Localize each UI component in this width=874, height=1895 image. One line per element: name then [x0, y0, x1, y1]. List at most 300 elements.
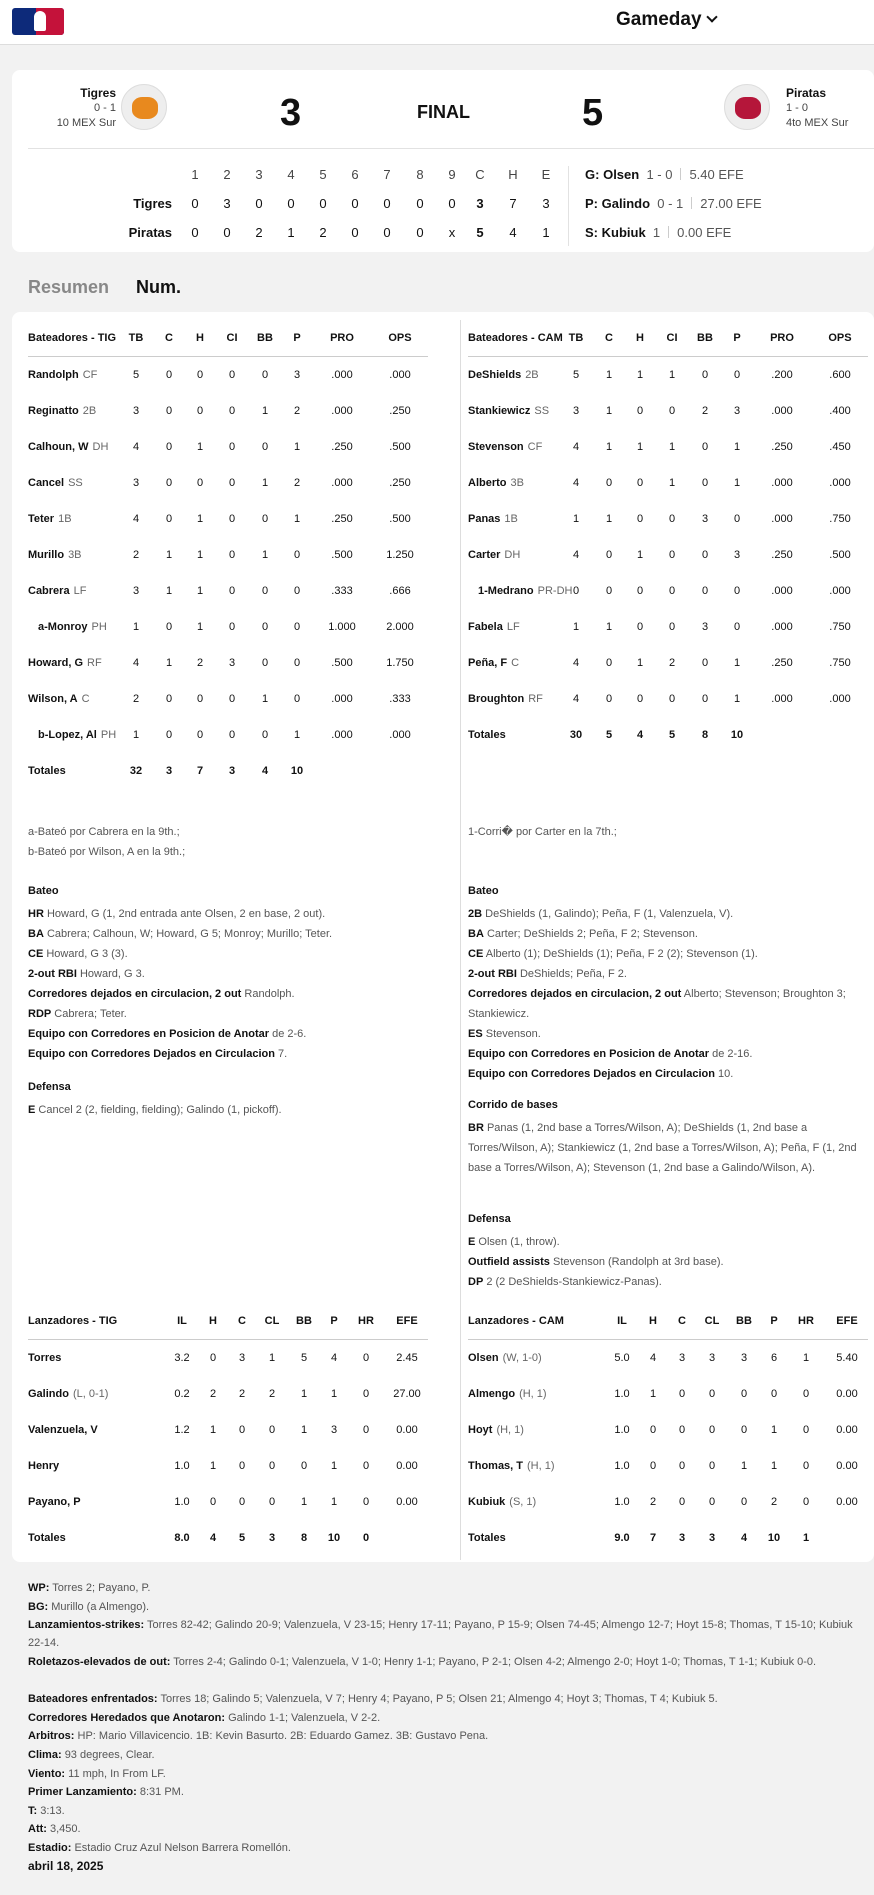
stat-cell: 1	[165, 549, 173, 561]
stat-cell: 1	[300, 1388, 308, 1400]
stat-cell: 2	[293, 477, 301, 489]
stat-cell: .250	[771, 441, 793, 453]
stat-cell: 0	[701, 657, 709, 669]
linescore-team[interactable]: Piratas	[128, 225, 172, 240]
section-title: Defensa	[468, 1213, 511, 1225]
info-line: Primer Lanzamiento: 8:31 PM.	[28, 1786, 184, 1799]
stat-cell: 0	[678, 1460, 686, 1472]
table-row[interactable]	[12, 621, 874, 637]
stat-cell: .500	[331, 549, 353, 561]
stat-cell: 0	[238, 1496, 246, 1508]
totals-cell: 4	[636, 729, 644, 741]
stat-cell: 1.0	[614, 1388, 630, 1400]
gameday-menu[interactable]	[616, 9, 716, 31]
table-row[interactable]	[12, 1352, 874, 1368]
stat-cell: 0	[165, 621, 173, 633]
stat-cell: .000	[829, 585, 851, 597]
stat-cell: 0	[261, 585, 269, 597]
stat-cell: 0	[668, 693, 676, 705]
stat-cell: 0	[362, 1496, 370, 1508]
stat-cell: 0	[740, 1424, 748, 1436]
player-name[interactable]: Carter DH	[468, 549, 521, 561]
batting-col-header: TB	[128, 332, 144, 344]
table-row[interactable]	[12, 405, 874, 421]
stat-cell: .750	[829, 657, 851, 669]
player-name[interactable]: Wilson, A C	[28, 693, 90, 705]
stat-cell: 0	[802, 1424, 810, 1436]
detail-line: Outfield assists Stevenson (Randolph at 3rd base).	[468, 1256, 724, 1268]
table-row[interactable]	[12, 1424, 874, 1440]
stat-cell: 0	[668, 405, 676, 417]
linescore-header-6: 6	[351, 167, 359, 182]
stat-cell: 1	[605, 369, 613, 381]
linescore-header-4: 4	[287, 167, 295, 182]
stat-cell: 0	[261, 513, 269, 525]
stat-cell: .400	[829, 405, 851, 417]
stat-cell: 3	[132, 585, 140, 597]
linescore-cell: 0	[191, 196, 199, 211]
stat-cell: 0	[196, 369, 204, 381]
player-name[interactable]: Cancel SS	[28, 477, 83, 489]
stat-cell: 0.00	[396, 1496, 418, 1508]
detail-line: Equipo con Corredores Dejados en Circulacion 10.	[468, 1068, 734, 1080]
divider	[568, 166, 569, 246]
stat-cell: 0	[165, 441, 173, 453]
stat-cell: .600	[829, 369, 851, 381]
header-rule	[468, 356, 868, 357]
stat-cell: 0	[636, 621, 644, 633]
stat-cell: .000	[331, 729, 353, 741]
batting-col-header: H	[196, 332, 204, 344]
home-team-record: 1 - 0	[786, 102, 809, 114]
pitching-col-header: BB	[736, 1315, 752, 1327]
linescore-header-H: H	[508, 167, 518, 182]
stat-cell: 0	[209, 1352, 217, 1364]
table-row[interactable]	[12, 1388, 874, 1404]
stat-cell: 0	[228, 621, 236, 633]
stat-cell: .000	[389, 729, 411, 741]
totals-cell: 4	[209, 1532, 217, 1544]
stat-cell: 0	[238, 1424, 246, 1436]
player-name[interactable]: Peña, F C	[468, 657, 520, 669]
pitcher-name[interactable]: Torres	[28, 1352, 62, 1364]
detail-line: 2B DeShields (1, Galindo); Peña, F (1, Valenzuela, V).	[468, 908, 734, 920]
pitching-col-header: C	[238, 1315, 246, 1327]
player-name[interactable]: Calhoun, W DH	[28, 441, 109, 453]
stat-cell: 0	[605, 549, 613, 561]
piratas-logo-icon[interactable]	[724, 84, 770, 130]
stat-cell: 1.250	[386, 549, 414, 561]
stat-cell: 1	[668, 441, 676, 453]
stat-cell: 1	[733, 657, 741, 669]
table-row[interactable]	[12, 549, 874, 565]
pitcher-name[interactable]: Thomas, T (H, 1)	[468, 1460, 555, 1472]
detail-line: Corredores dejados en circulacion, 2 out Alberto; Stevenson; Broughton 3; Stankiewicz.	[468, 988, 846, 1020]
stat-cell: 0	[701, 549, 709, 561]
stat-cell: 1	[572, 621, 580, 633]
stat-cell: 0	[708, 1424, 716, 1436]
totals-cell: 30	[569, 729, 583, 741]
stat-cell: 1	[733, 441, 741, 453]
stat-cell: 1	[196, 441, 204, 453]
info-line: Clima: 93 degrees, Clear.	[28, 1749, 155, 1761]
away-team-record: 0 - 1	[93, 102, 116, 114]
pitching-col-header: HR	[798, 1315, 814, 1327]
stat-cell: 0	[708, 1496, 716, 1508]
stat-cell: 0	[228, 441, 236, 453]
tab-resumen[interactable]: Resumen	[28, 277, 110, 297]
player-name[interactable]: a-Monroy PH	[38, 621, 107, 633]
pitcher-name[interactable]: Payano, P	[28, 1496, 81, 1508]
player-name[interactable]: Panas 1B	[468, 513, 518, 525]
column-divider	[460, 320, 461, 1560]
pitcher-name[interactable]: Olsen (W, 1-0)	[468, 1352, 542, 1364]
batting-col-header: TB	[568, 332, 584, 344]
stat-cell: 0	[196, 477, 204, 489]
stat-cell: 2.45	[396, 1352, 418, 1364]
detail-line: Equipo con Corredores en Posicion de Anotar de 2-16.	[468, 1048, 753, 1060]
linescore-cell: 0	[287, 196, 295, 211]
player-name[interactable]: Howard, G RF	[28, 657, 102, 669]
table-row[interactable]	[12, 513, 874, 529]
stat-cell: 1	[572, 513, 580, 525]
info-line: Lanzamientos-strikes: Torres 82-42; Galindo 20-9; Valenzuela, V 23-15; Henry 17-11; Payano, P 15-9; Olsen 74-45; Almengo 12-7; Hoyt 15-8; Thomas, T 15-10; Kubiuk 22-14.	[28, 1619, 853, 1650]
stat-cell: 2	[268, 1388, 276, 1400]
stat-cell: 2.000	[386, 621, 414, 633]
batting-col-header: CI	[666, 332, 678, 344]
player-name[interactable]: Stevenson CF	[468, 441, 543, 453]
linescore-team[interactable]: Tigres	[133, 196, 172, 211]
totals-cell: 4	[740, 1532, 748, 1544]
top-bar	[0, 0, 874, 45]
stat-cell: 1	[733, 477, 741, 489]
totals-cell: 8.0	[174, 1532, 190, 1544]
stat-cell: 5	[132, 369, 140, 381]
stat-cell: 1	[668, 477, 676, 489]
player-name[interactable]: b-Lopez, Al PH	[38, 729, 117, 741]
stat-cell: 0	[261, 621, 269, 633]
stat-cell: 1.0	[614, 1496, 630, 1508]
detail-line: BR Panas (1, 2nd base a Torres/Wilson, A); DeShields (1, 2nd base a Torres/Wilson, A); Stankiewicz (1, 2nd base a Torres/Wilson, A); Peña, F (1, 2nd base a Torres/Wilson, A); Stevenson (1, 2nd base a Galindo/Wilson, A).	[468, 1122, 857, 1174]
pitcher-name[interactable]: Hoyt (H, 1)	[468, 1424, 524, 1436]
table-row[interactable]	[12, 657, 874, 673]
info-line: Viento: 11 mph, In From LF.	[28, 1767, 166, 1780]
totals-cell: 10	[290, 765, 304, 777]
stat-cell: 3	[708, 1352, 716, 1364]
totals-cell: 10	[730, 729, 744, 741]
linescore-cell: 0	[416, 196, 424, 211]
linescore-cell: x	[448, 225, 456, 240]
stat-cell: 1	[196, 621, 204, 633]
player-name[interactable]: Murillo 3B	[28, 549, 82, 561]
player-name[interactable]: Randolph CF	[28, 369, 98, 381]
pitching-header	[12, 1315, 874, 1331]
info-line: Roletazos-elevados de out: Torres 2-4; Galindo 0-1; Valenzuela, V 1-0; Henry 1-1; Payano, P 2-1; Olsen 4-2; Almengo 2-0; Hoyt 1-0; Thomas, T 1-1; Kubiuk 0-0.	[28, 1656, 817, 1669]
stat-cell: 1	[636, 549, 644, 561]
stat-cell: 1.0	[174, 1496, 190, 1508]
stat-cell: 0	[701, 369, 709, 381]
info-line: BG: Murillo (a Almengo).	[28, 1600, 150, 1613]
stat-cell: .000	[771, 585, 793, 597]
stat-cell: 0	[261, 657, 269, 669]
stat-cell: 0	[228, 585, 236, 597]
pitcher-name[interactable]: Henry	[28, 1460, 60, 1472]
stat-cell: 0	[733, 369, 741, 381]
stat-cell: 0	[238, 1460, 246, 1472]
losing-pitcher[interactable]: P: Galindo 0 - 1 27.00 EFE	[585, 196, 762, 211]
game-info	[12, 1573, 874, 1873]
stat-cell: 0	[261, 729, 269, 741]
stat-cell: 1	[770, 1424, 778, 1436]
linescore-header-E: E	[541, 167, 551, 182]
batting-col-header: P	[293, 332, 301, 344]
table-row[interactable]	[12, 369, 874, 385]
table-row[interactable]	[12, 441, 874, 457]
pitching-col-header: CL	[264, 1315, 280, 1327]
stat-cell: 3	[733, 549, 741, 561]
chevron-down-icon	[706, 11, 717, 22]
table-row[interactable]	[12, 1496, 874, 1512]
stat-cell: .000	[771, 477, 793, 489]
box-score-card	[12, 312, 874, 1562]
stat-cell: 0	[649, 1460, 657, 1472]
detail-line: CE Howard, G 3 (3).	[28, 948, 128, 960]
stat-cell: 0	[268, 1496, 276, 1508]
stat-cell: 1	[300, 1496, 308, 1508]
stat-cell: 0	[708, 1460, 716, 1472]
stat-cell: 2	[132, 693, 140, 705]
stat-cell: 4	[132, 513, 140, 525]
stat-cell: 0	[165, 693, 173, 705]
game-date: abril 18, 2025	[28, 1858, 104, 1873]
batting-col-header: OPS	[828, 332, 852, 344]
table-row[interactable]	[12, 477, 874, 493]
stat-cell: 1	[636, 441, 644, 453]
stat-cell: 4	[572, 441, 580, 453]
stat-cell: 1	[733, 693, 741, 705]
stat-cell: 3	[293, 369, 301, 381]
pitching-col-header: BB	[296, 1315, 312, 1327]
stat-cell: 1	[293, 441, 301, 453]
stat-cell: 0	[668, 549, 676, 561]
linescore-cell: 0	[223, 225, 231, 240]
totals-cell: 7	[649, 1532, 657, 1544]
stat-cell: 1	[261, 405, 269, 417]
pitching-col-header: C	[678, 1315, 686, 1327]
stat-cell: .000	[771, 513, 793, 525]
stat-cell: 1	[330, 1496, 338, 1508]
stat-cell: 1	[605, 621, 613, 633]
totals-cell: 10	[327, 1532, 341, 1544]
pitcher-name[interactable]: Almengo (H, 1)	[468, 1388, 547, 1400]
detail-line: HR Howard, G (1, 2nd entrada ante Olsen, 2 en base, 2 out).	[28, 908, 326, 920]
detail-line: DP 2 (2 DeShields-Stankiewicz-Panas).	[468, 1276, 662, 1288]
batting-col-header: PRO	[770, 332, 794, 344]
stat-cell: 5	[572, 369, 580, 381]
header-rule	[468, 1339, 868, 1340]
header-rule	[28, 1339, 428, 1340]
stat-cell: 0	[362, 1424, 370, 1436]
stat-cell: 1	[636, 369, 644, 381]
batting-col-header: H	[636, 332, 644, 344]
stat-cell: 0	[228, 693, 236, 705]
linescore-cell: 2	[255, 225, 263, 240]
totals-cell: 0	[362, 1532, 370, 1544]
totals-row	[12, 765, 874, 781]
stat-cell: .500	[389, 513, 411, 525]
player-name[interactable]: Stankiewicz SS	[468, 405, 550, 417]
stat-cell: 1	[802, 1352, 810, 1364]
stat-cell: 3	[740, 1352, 748, 1364]
stat-cell: 0	[362, 1352, 370, 1364]
detail-line: Equipo con Corredores en Posicion de Anotar de 2-6.	[28, 1028, 307, 1040]
home-team-name[interactable]: Piratas	[786, 86, 827, 100]
stat-cell: .000	[771, 693, 793, 705]
tigres-logo-icon[interactable]	[121, 84, 167, 130]
pitcher-name[interactable]: Kubiuk (S, 1)	[468, 1496, 537, 1508]
stat-cell: 0	[708, 1388, 716, 1400]
stat-cell: 2	[132, 549, 140, 561]
totals-cell: 5	[238, 1532, 246, 1544]
player-name[interactable]: 1-Medrano PR-DH	[478, 585, 573, 597]
section-title: Defensa	[28, 1081, 71, 1093]
stat-cell: .000	[389, 369, 411, 381]
totals-cell: 8	[300, 1532, 308, 1544]
stat-cell: 0	[293, 657, 301, 669]
stat-cell: 1	[132, 621, 140, 633]
totals-cell: 7	[196, 765, 204, 777]
player-name[interactable]: Alberto 3B	[468, 477, 524, 489]
player-name[interactable]: Broughton RF	[468, 693, 543, 705]
stat-cell: 4	[132, 441, 140, 453]
player-name[interactable]: DeShields 2B	[468, 369, 539, 381]
stat-cell: 0	[165, 369, 173, 381]
table-row[interactable]	[12, 585, 874, 601]
linescore-header-7: 7	[383, 167, 391, 182]
stat-cell: 0	[268, 1424, 276, 1436]
stat-cell: 1	[209, 1460, 217, 1472]
stat-cell: 0	[228, 369, 236, 381]
stat-cell: 0	[165, 729, 173, 741]
totals-label: Totales	[28, 765, 66, 777]
stat-cell: 2	[293, 405, 301, 417]
section-title: Bateo	[468, 885, 499, 897]
pitcher-name[interactable]: Galindo (L, 0-1)	[28, 1388, 109, 1400]
stat-cell: 0	[701, 477, 709, 489]
player-name[interactable]: Fabela LF	[468, 621, 520, 633]
stat-cell: 1	[300, 1424, 308, 1436]
stat-cell: 2	[196, 657, 204, 669]
table-row[interactable]	[12, 1460, 874, 1476]
mlb-logo-icon[interactable]	[12, 8, 64, 35]
stat-cell: 2	[668, 657, 676, 669]
pitching-col-header: EFE	[396, 1315, 418, 1327]
linescore-cell: 0	[383, 225, 391, 240]
stat-cell: .250	[389, 477, 411, 489]
linescore-header-C: C	[475, 167, 485, 182]
linescore-cell: 0	[351, 196, 359, 211]
linescore-header-2: 2	[223, 167, 231, 182]
stat-cell: .250	[771, 549, 793, 561]
linescore-cell: 5	[476, 225, 484, 240]
stat-cell: 1	[165, 585, 173, 597]
totals-label: Totales	[28, 1532, 66, 1544]
stat-cell: .333	[331, 585, 353, 597]
table-row[interactable]	[12, 693, 874, 709]
detail-line: 2-out RBI DeShields; Peña, F 2.	[468, 968, 627, 980]
stat-cell: 1	[293, 729, 301, 741]
stat-cell: 0	[605, 657, 613, 669]
detail-line: BA Carter; DeShields 2; Peña, F 2; Stevenson.	[468, 928, 698, 940]
pitching-title: Lanzadores - CAM	[468, 1315, 564, 1327]
stat-cell: .250	[771, 657, 793, 669]
winning-pitcher[interactable]: G: Olsen 1 - 0 5.40 EFE	[585, 167, 744, 182]
stat-cell: 0	[268, 1460, 276, 1472]
linescore-cell: 0	[191, 225, 199, 240]
stat-cell: 1	[165, 657, 173, 669]
stat-cell: 1	[209, 1424, 217, 1436]
totals-cell: 3	[268, 1532, 276, 1544]
stat-cell: 0	[228, 513, 236, 525]
stat-cell: 0	[733, 621, 741, 633]
pitching-col-header: P	[330, 1315, 338, 1327]
player-name[interactable]: Teter 1B	[28, 513, 72, 525]
save-pitcher[interactable]: S: Kubiuk 1 0.00 EFE	[585, 225, 732, 240]
totals-label: Totales	[468, 1532, 506, 1544]
stat-cell: 1	[268, 1352, 276, 1364]
detail-line: ES Stevenson.	[468, 1028, 541, 1040]
away-score: 3	[280, 92, 302, 134]
stat-cell: 3	[330, 1424, 338, 1436]
away-team-standing: 10 MEX Sur	[56, 117, 116, 129]
stat-cell: 3	[733, 405, 741, 417]
stat-cell: 3	[238, 1352, 246, 1364]
stat-cell: 0	[293, 585, 301, 597]
info-line: Corredores Heredados que Anotaron: Galindo 1-1; Valenzuela, V 2-2.	[28, 1711, 381, 1724]
tab-num[interactable]: Num.	[136, 277, 181, 297]
totals-cell: 3	[708, 1532, 716, 1544]
info-line: Arbitros: HP: Mario Villavicencio. 1B: Kevin Basurto. 2B: Eduardo Gamez. 3B: Gustavo Pena.	[28, 1730, 489, 1743]
totals-cell: 5	[668, 729, 676, 741]
stat-cell: 0	[293, 621, 301, 633]
stat-cell: 0.00	[836, 1496, 858, 1508]
away-team-name[interactable]: Tigres	[80, 86, 116, 100]
stat-cell: .000	[331, 477, 353, 489]
totals-label: Totales	[468, 729, 506, 741]
totals-cell: 1	[802, 1532, 810, 1544]
stat-cell: 0	[293, 693, 301, 705]
stat-cell: 2	[649, 1496, 657, 1508]
stat-cell: 0	[678, 1496, 686, 1508]
divider	[28, 148, 874, 149]
player-name[interactable]: Cabrera LF	[28, 585, 87, 597]
player-name[interactable]: Reginatto 2B	[28, 405, 97, 417]
stat-cell: .450	[829, 441, 851, 453]
totals-cell: 9.0	[614, 1532, 630, 1544]
linescore-cell: 0	[319, 196, 327, 211]
pitcher-name[interactable]: Valenzuela, V	[28, 1424, 98, 1436]
stat-cell: 0	[740, 1388, 748, 1400]
detail-line: BA Cabrera; Calhoun, W; Howard, G 5; Monroy; Murillo; Teter.	[28, 928, 333, 940]
detail-line: Equipo con Corredores Dejados en Circulacion 7.	[28, 1048, 288, 1060]
stat-cell: 0	[668, 585, 676, 597]
detail-line: E Cancel 2 (2, fielding, fielding); Galindo (1, pickoff).	[28, 1104, 282, 1116]
stat-cell: 0	[196, 729, 204, 741]
stat-cell: 0	[605, 585, 613, 597]
linescore-cell: 7	[509, 196, 517, 211]
stat-cell: 1	[196, 513, 204, 525]
stat-cell: 3	[701, 621, 709, 633]
